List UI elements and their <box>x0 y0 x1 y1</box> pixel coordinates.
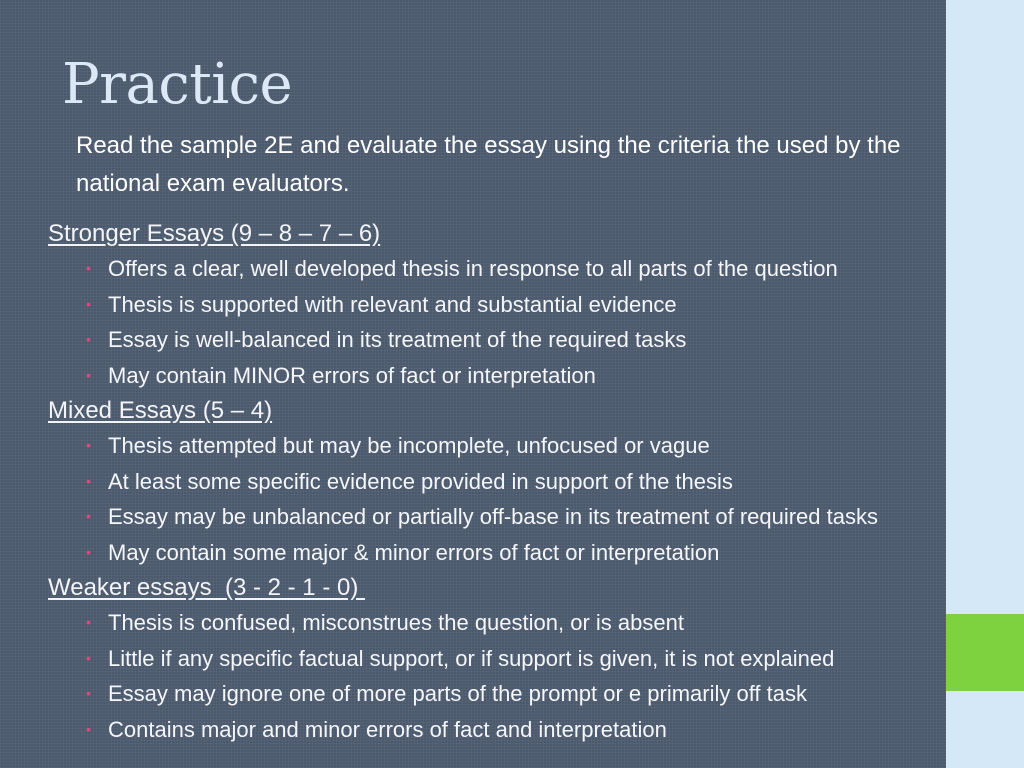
bullet-dot-icon: • <box>86 437 91 453</box>
bullet-dot-icon: • <box>86 366 91 383</box>
bullet-dot-icon: • <box>86 649 91 666</box>
bullet-dot-icon: • <box>86 508 91 524</box>
bullet-item <box>84 464 978 500</box>
bullet-text: Essay is well-balanced in its treatment of the required tasks <box>108 327 687 352</box>
slide-subtitle: Read the sample 2E and evaluate the essay using the criteria the used by the national exam evaluators. <box>76 132 901 197</box>
bullet-dot-icon: • <box>86 614 91 630</box>
bullet-list <box>48 251 978 393</box>
section-heading: Stronger Essays (9 – 8 – 7 – 6) <box>48 220 381 247</box>
bullet-item <box>84 287 978 323</box>
section-heading: Weaker essays (3 - 2 - 1 - 0) <box>48 574 365 601</box>
bullet-dot-icon: • <box>86 543 91 560</box>
bullet-item <box>84 358 978 394</box>
bullet-dot-icon: • <box>86 685 91 701</box>
bullet-text: Thesis attempted but may be incomplete, unfocused or vague <box>108 433 710 458</box>
criteria-content <box>48 216 978 747</box>
bullet-list <box>48 428 978 570</box>
section-heading: Mixed Essays (5 – 4) <box>48 397 273 424</box>
bullet-dot-icon: • <box>86 295 91 312</box>
bullet-item <box>84 676 978 712</box>
bullet-text: Thesis is confused, misconstrues the question, or is absent <box>108 610 684 635</box>
bullet-text: At least some specific evidence provided in support of the thesis <box>108 468 733 494</box>
section-weaker-essays <box>48 570 978 747</box>
bullet-dot-icon: • <box>86 472 91 489</box>
bullet-item <box>84 535 978 571</box>
bullet-text: Essay may ignore one of more parts of the prompt or e primarily off task <box>108 681 808 706</box>
bullet-text: May contain some major & minor errors of fact or interpretation <box>108 539 720 565</box>
bullet-item <box>84 322 978 358</box>
bullet-item <box>84 641 978 677</box>
bullet-text: Essay may be unbalanced or partially off-base in its treatment of required tasks <box>108 504 878 529</box>
section-mixed-essays <box>48 393 978 570</box>
bullet-dot-icon: • <box>86 720 91 737</box>
bullet-text: Contains major and minor errors of fact and interpretation <box>108 716 667 742</box>
bullet-item <box>84 499 978 535</box>
bullet-text: Offers a clear, well developed thesis in response to all parts of the question <box>108 256 838 281</box>
bullet-dot-icon: • <box>86 331 91 347</box>
bullet-item <box>84 428 978 464</box>
bullet-text: Thesis is supported with relevant and substantial evidence <box>108 291 677 317</box>
bullet-item <box>84 605 978 641</box>
bullet-text: May contain MINOR errors of fact or interpretation <box>108 362 596 388</box>
bullet-dot-icon: • <box>86 260 91 276</box>
bullet-list <box>48 605 978 747</box>
bullet-text: Little if any specific factual support, or if support is given, it is not explained <box>108 645 835 671</box>
slide-title: Practice <box>62 52 293 117</box>
bullet-item <box>84 251 978 287</box>
bullet-item <box>84 712 978 748</box>
section-stronger-essays <box>48 216 978 393</box>
